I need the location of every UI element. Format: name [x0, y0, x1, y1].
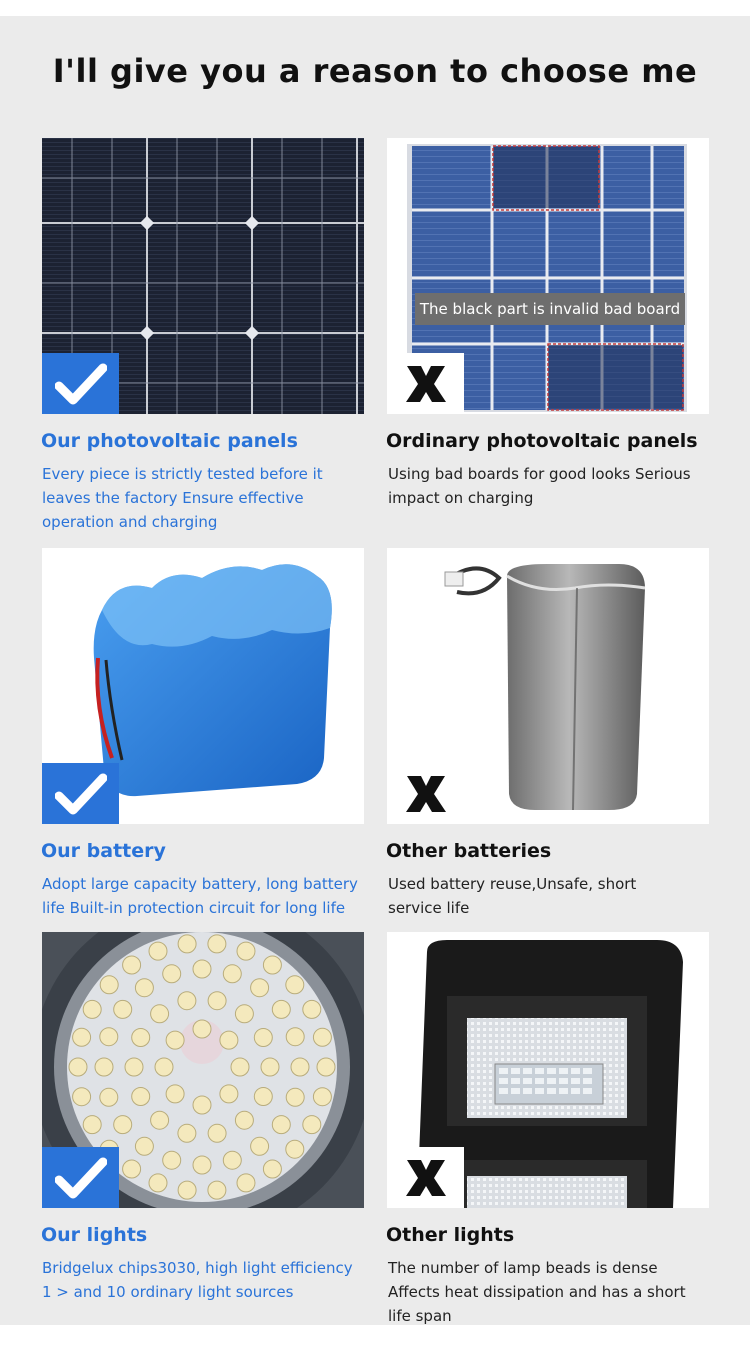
x-icon: [403, 1158, 449, 1198]
led-chip: [237, 1174, 255, 1192]
led-chip: [286, 1028, 304, 1046]
approved-badge: [42, 353, 119, 414]
good-light-title: Our lights: [41, 1224, 148, 1246]
led-chip: [73, 1088, 91, 1106]
good-solar-panel-image: [42, 138, 364, 414]
led-chip: [135, 979, 153, 997]
led-chip: [83, 1116, 101, 1134]
led-chip: [151, 1111, 169, 1129]
bad-light-image: [387, 932, 709, 1208]
led-chip: [235, 1111, 253, 1129]
approved-badge: [42, 763, 119, 824]
good-panel-description: Every piece is strictly tested before it leaves the factory Ensure effective operation and charging: [42, 465, 323, 531]
led-chip: [193, 1156, 211, 1174]
bad-battery-description: Used battery reuse,Unsafe, short service life: [388, 875, 637, 917]
led-chip: [149, 1174, 167, 1192]
led-chip: [317, 1058, 335, 1076]
led-chip: [178, 1181, 196, 1199]
check-icon: [55, 362, 107, 406]
led-chip: [178, 1124, 196, 1142]
led-chip: [303, 1000, 321, 1018]
led-chip: [220, 1085, 238, 1103]
x-icon: [403, 364, 449, 404]
led-chip: [135, 1137, 153, 1155]
led-chip: [132, 1029, 150, 1047]
led-chip: [114, 1000, 132, 1018]
led-chip: [178, 935, 196, 953]
led-chip: [208, 935, 226, 953]
check-icon: [55, 1156, 107, 1200]
led-chip: [208, 1124, 226, 1142]
led-chip: [151, 1005, 169, 1023]
good-panel-title: Our photovoltaic panels: [41, 430, 298, 452]
good-battery-description: Adopt large capacity battery, long battery life Built-in protection circuit for long life: [42, 875, 358, 917]
led-chip: [261, 1058, 279, 1076]
bad-panel-description: Using bad boards for good looks Serious impact on charging: [388, 465, 691, 507]
led-chip: [100, 1088, 118, 1106]
led-chip: [272, 1000, 290, 1018]
invalid-board-label: The black part is invalid bad board: [415, 293, 685, 325]
x-icon: [403, 774, 449, 814]
led-chip: [166, 1031, 184, 1049]
led-chip: [178, 992, 196, 1010]
good-battery-title: Our battery: [41, 840, 166, 862]
bad-light-title: Other lights: [386, 1224, 515, 1246]
check-icon: [55, 772, 107, 816]
rejected-badge: [387, 763, 464, 824]
page-title: I'll give you a reason to choose me: [52, 52, 698, 90]
led-chip: [254, 1088, 272, 1106]
led-chip: [193, 1020, 211, 1038]
bad-light-description: The number of lamp beads is dense Affects heat dissipation and has a short life span: [388, 1259, 686, 1325]
led-chip: [132, 1088, 150, 1106]
bad-panel-title: Ordinary photovoltaic panels: [386, 430, 698, 452]
led-chip: [155, 1058, 173, 1076]
led-chip: [73, 1028, 91, 1046]
led-chip: [149, 942, 167, 960]
led-chip: [95, 1058, 113, 1076]
led-chip: [163, 1151, 181, 1169]
led-chip: [272, 1116, 290, 1134]
led-chip: [166, 1085, 184, 1103]
led-chip: [125, 1058, 143, 1076]
led-chip: [193, 960, 211, 978]
led-chip: [286, 1088, 304, 1106]
led-chip: [83, 1000, 101, 1018]
rejected-badge: [387, 1147, 464, 1208]
led-chip: [235, 1005, 253, 1023]
led-chip: [123, 1160, 141, 1178]
led-chip: [100, 1028, 118, 1046]
led-chip: [286, 1140, 304, 1158]
led-chip: [223, 965, 241, 983]
led-chip: [208, 992, 226, 1010]
bad-battery-title: Other batteries: [386, 840, 552, 862]
bad-solar-panel-image: [387, 138, 709, 414]
led-chip: [263, 1160, 281, 1178]
bad-battery-image: [387, 548, 709, 824]
led-chip: [251, 1137, 269, 1155]
led-chip: [286, 976, 304, 994]
led-chip: [69, 1058, 87, 1076]
led-chip: [220, 1031, 238, 1049]
led-chip: [193, 1096, 211, 1114]
led-chip: [163, 965, 181, 983]
led-chip: [237, 942, 255, 960]
approved-badge: [42, 1147, 119, 1208]
rejected-badge: [387, 353, 464, 414]
led-chip: [100, 976, 118, 994]
led-chip: [254, 1029, 272, 1047]
led-chip: [313, 1088, 331, 1106]
led-chip: [231, 1058, 249, 1076]
led-chip: [208, 1181, 226, 1199]
led-chip: [291, 1058, 309, 1076]
led-chip: [123, 956, 141, 974]
led-chip: [263, 956, 281, 974]
good-light-image: [42, 932, 364, 1208]
led-chip: [223, 1151, 241, 1169]
led-chip: [303, 1116, 321, 1134]
good-battery-image: [42, 548, 364, 824]
led-chip: [251, 979, 269, 997]
led-chip: [114, 1116, 132, 1134]
led-chip: [313, 1028, 331, 1046]
good-light-description: Bridgelux chips3030, high light efficiency 1 > and 10 ordinary light sources: [42, 1259, 353, 1301]
